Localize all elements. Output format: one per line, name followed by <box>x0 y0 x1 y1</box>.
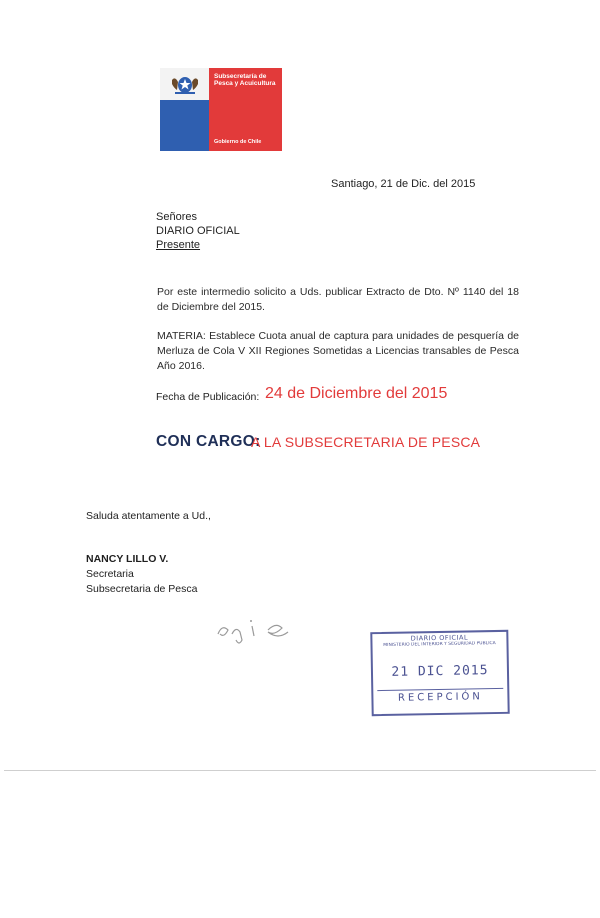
coat-of-arms-icon <box>169 70 201 96</box>
ministry-logo <box>160 68 282 151</box>
stamp-subtitle: MINISTERIO DEL INTERIOR Y SEGURIDAD PÚBLICA <box>383 641 496 648</box>
signer-role: Secretaria <box>86 568 134 580</box>
publication-date: 24 de Diciembre del 2015 <box>265 385 448 402</box>
reception-stamp <box>370 630 509 716</box>
handwritten-signature <box>212 610 298 650</box>
recipient-salutation: Señores <box>156 211 197 223</box>
materia-paragraph: MATERIA: Establece Cuota anual de captura para unidades de pesquería de Merluza de Cola V XII Regiones Sometidas a Licencias transables de Pesca Año 2016. <box>157 330 519 372</box>
logo-title: Subsecretaría de Pesca y Acuicultura <box>214 73 276 87</box>
stamp-date: 21 DIC 2015 <box>391 663 489 680</box>
publication-label: Fecha de Publicación: <box>156 391 260 403</box>
logo-subtitle: Gobierno de Chile <box>214 139 262 145</box>
closing: Saluda atentamente a Ud., <box>86 510 211 522</box>
cargo-value: A LA SUBSECRETARIA DE PESCA <box>251 434 481 450</box>
signer-name: NANCY LILLO V. <box>86 553 169 565</box>
signer-office: Subsecretaria de Pesca <box>86 583 198 595</box>
body-paragraph: Por este intermedio solicito a Uds. publicar Extracto de Dto. Nº 1140 del 18 de Diciembre del 2015. <box>157 286 519 313</box>
stamp-label: RECEPCIÓN <box>397 691 483 704</box>
place-date: Santiago, 21 de Dic. del 2015 <box>331 178 476 190</box>
page-bottom-rule <box>4 770 596 771</box>
recipient-presente: Presente <box>156 239 201 251</box>
recipient-name: DIARIO OFICIAL <box>156 225 240 237</box>
stamp-title: DIARIO OFICIAL <box>410 633 469 643</box>
cargo-label: CON CARGO: <box>156 433 261 450</box>
